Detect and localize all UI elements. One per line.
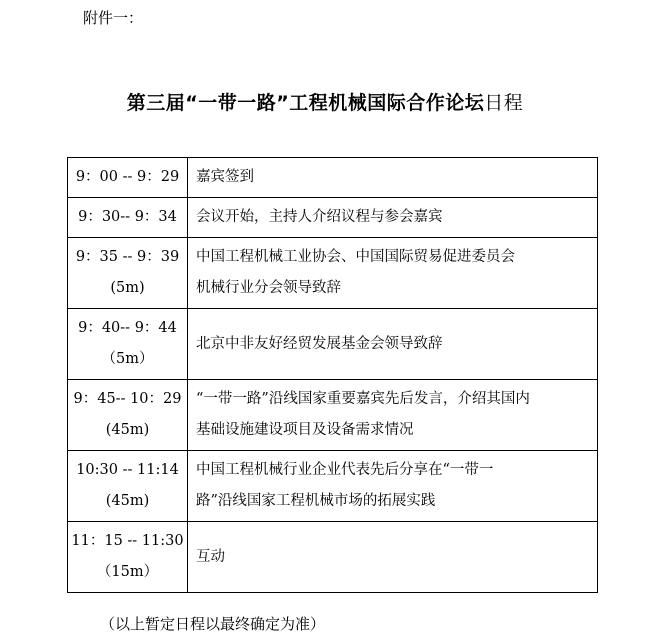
- schedule-table: [67, 157, 598, 593]
- schedule-time-cell: [68, 198, 188, 238]
- schedule-desc-line: 路”沿线国家工程机械市场的拓展实践: [196, 493, 436, 509]
- schedule-desc-cell: [188, 158, 598, 198]
- schedule-row: [68, 380, 598, 451]
- schedule-time-line: （15m）: [96, 564, 159, 580]
- schedule-desc-cell: [188, 380, 598, 451]
- schedule-desc-line: 互动: [196, 548, 225, 565]
- schedule-desc-line: 基础设施建设项目及设备需求情况: [196, 422, 414, 438]
- schedule-desc-cell: [188, 451, 598, 522]
- schedule-time-line: 9：35 -- 9：39: [75, 249, 180, 265]
- schedule-time-cell: [68, 451, 188, 522]
- schedule-time-line: (45m): [105, 493, 150, 509]
- schedule-row: [68, 522, 598, 593]
- schedule-time-line: 10:30 -- 11:14: [76, 462, 179, 478]
- schedule-time-line: 9：45-- 10：29: [73, 391, 182, 407]
- schedule-time-line: 11：15 -- 11:30: [71, 533, 184, 549]
- schedule-time-cell: [68, 380, 188, 451]
- schedule-row: [68, 198, 598, 238]
- schedule-desc-line: 中国工程机械行业企业代表先后分享在“一带一: [196, 462, 494, 478]
- schedule-time-line: 9：40-- 9：44: [78, 320, 177, 336]
- schedule-row: [68, 451, 598, 522]
- schedule-desc-line: 嘉宾签到: [196, 169, 254, 185]
- schedule-desc-cell: [188, 309, 598, 380]
- schedule-desc-cell: [188, 198, 598, 238]
- schedule-time-line: （5m）: [101, 351, 154, 367]
- schedule-desc-line: 会议开始，主持人介绍议程与参会嘉宾: [196, 209, 443, 225]
- schedule-desc-cell: [188, 238, 598, 309]
- title-main: 第三届“一带一路”工程机械国际合作论坛: [126, 92, 485, 114]
- schedule-time-line: (45m): [105, 422, 150, 438]
- schedule-time-cell: [68, 238, 188, 309]
- schedule-time-cell: [68, 522, 188, 593]
- attachment-label: 附件一：: [83, 9, 144, 27]
- schedule-desc-line: “一带一路”沿线国家重要嘉宾先后发言，介绍其国内: [196, 391, 530, 407]
- schedule-desc-line: 北京中非友好经贸发展基金会领导致辞: [196, 335, 443, 352]
- footnote: （以上暂定日程以最终确定为准）: [100, 615, 326, 633]
- page-title: [0, 90, 650, 116]
- schedule-row: [68, 158, 598, 198]
- schedule-body: [68, 158, 598, 593]
- schedule-time-cell: [68, 309, 188, 380]
- title-tail: 日程: [484, 92, 524, 114]
- schedule-desc-line: 机械行业分会领导致辞: [196, 280, 341, 296]
- schedule-desc-cell: [188, 522, 598, 593]
- schedule-desc-line: 中国工程机械工业协会、中国国际贸易促进委员会: [196, 249, 515, 265]
- schedule-row: [68, 238, 598, 309]
- schedule-row: [68, 309, 598, 380]
- schedule-time-line: 9：30-- 9：34: [78, 209, 177, 225]
- schedule-time-line: (5m): [110, 280, 145, 296]
- schedule-time-line: 9：00 -- 9：29: [75, 169, 180, 185]
- schedule-time-cell: [68, 158, 188, 198]
